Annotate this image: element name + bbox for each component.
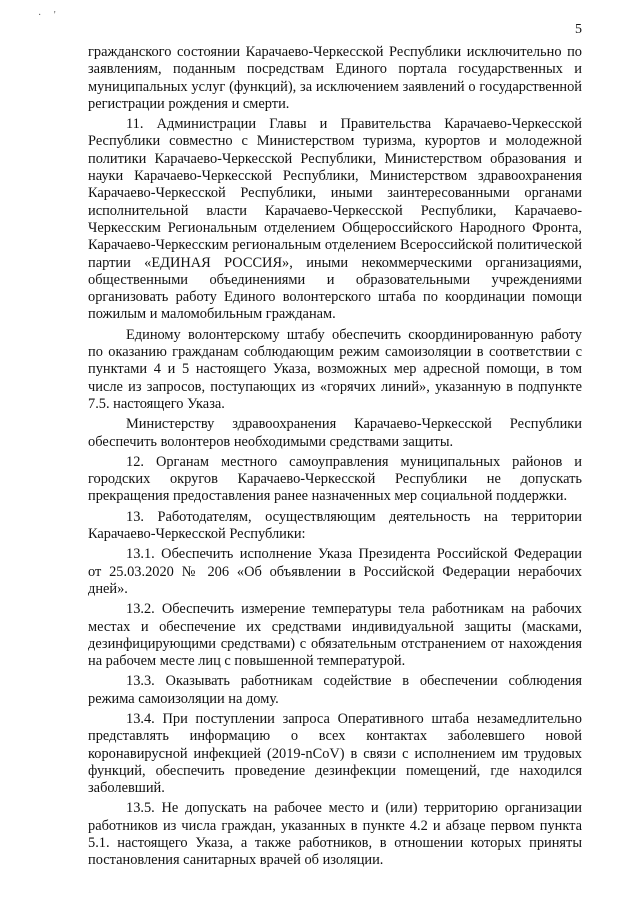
paragraph-item-13-3: 13.3. Оказывать работникам содействие в обеспечении соблюдения режима самоизоляции на дому. [88, 673, 582, 707]
paragraph-item-13-2: 13.2. Обеспечить измерение температуры тела работникам на рабочих местах и обеспечение их средствами индивидуальной защиты (масками, дезинфицирующими средствами) с обязательным отстранением от нахождения на рабочем месте лиц с повышенной температурой. [88, 601, 582, 670]
paragraph-item-12: 12. Органам местного самоуправления муниципальных районов и городских округов Карачаево-Черкесской Республики не допускать прекращения предоставления ранее назначенных мер социальной поддержки. [88, 453, 582, 505]
paragraph-volunteer-hq: Единому волонтерскому штабу обеспечить скоординированную работу по оказанию гражданам соблюдающим режим самоизоляции в соответствии с пунктами 4 и 5 настоящего Указа, возможных мер адресной помощи, в том числе из запросов, поступающих из «горячих линий», указанную в подпункте 7.5. настоящего Указа. [88, 326, 582, 412]
paragraph-item-13-1: 13.1. Обеспечить исполнение Указа Президента Российской Федерации от 25.03.2020 № 206 «Об объявлении в Российской Федерации нерабочих дней». [88, 546, 582, 597]
paragraph-item-13: 13. Работодателям, осуществляющим деятельность на территории Карачаево-Черкесской Республики: [88, 508, 582, 543]
paragraph-item-11: 11. Администрации Главы и Правительства Карачаево-Черкесской Республики совместно с Министерством туризма, курортов и молодежной политики Карачаево-Черкесской Республики, Министерством образования и науки Карачаево-Черкесской Республики, Министерством здравоохранения Карачаево-Черкесской Республики, иными заинтересованными органами исполнительной власти Карачаево-Черкесской Республики, Карачаево-Черкесским Региональным отделением Общероссийского Народного Фронта, Карачаево-Черкесским региональным отделением Всероссийской политической партии «ЕДИНАЯ РОССИЯ», иными некоммерческими организациями, общественными объединениями и образовательными учреждениями организовать работу Единого волонтерского штаба по координации помощи пожилым и маломобильным гражданам. [88, 116, 582, 323]
scan-specks: · ' [38, 10, 56, 21]
paragraph-continuation: гражданского состоянии Карачаево-Черкесской Республики исключительно по заявлениям, поданным посредствам Единого портала государственных и муниципальных услуг (функций), за исключением заявлений о государственной регистрации рождения и смерти. [88, 44, 582, 112]
paragraph-health-ministry: Министерству здравоохранения Карачаево-Черкесской Республики обеспечить волонтеров необходимыми средствами защиты. [88, 416, 582, 450]
page-number: 5 [575, 22, 582, 37]
paragraph-item-13-5: 13.5. Не допускать на рабочее место и (или) территорию организации работников из числа граждан, указанных в пункте 4.2 и абзаце первом пункта 5.1. настоящего Указа, а также работников, в отношении которых приняты постановления санитарных врачей об изоляции. [88, 800, 582, 869]
document-body [88, 44, 582, 873]
paragraph-item-13-4: 13.4. При поступлении запроса Оперативного штаба незамедлительно представлять информацию о всех контактах заболевшего новой коронавирусной инфекцией (2019-nCoV) в связи с исполнением им трудовых функций, обеспечить проведение дезинфекции помещений, где находился заболевший. [88, 710, 582, 797]
